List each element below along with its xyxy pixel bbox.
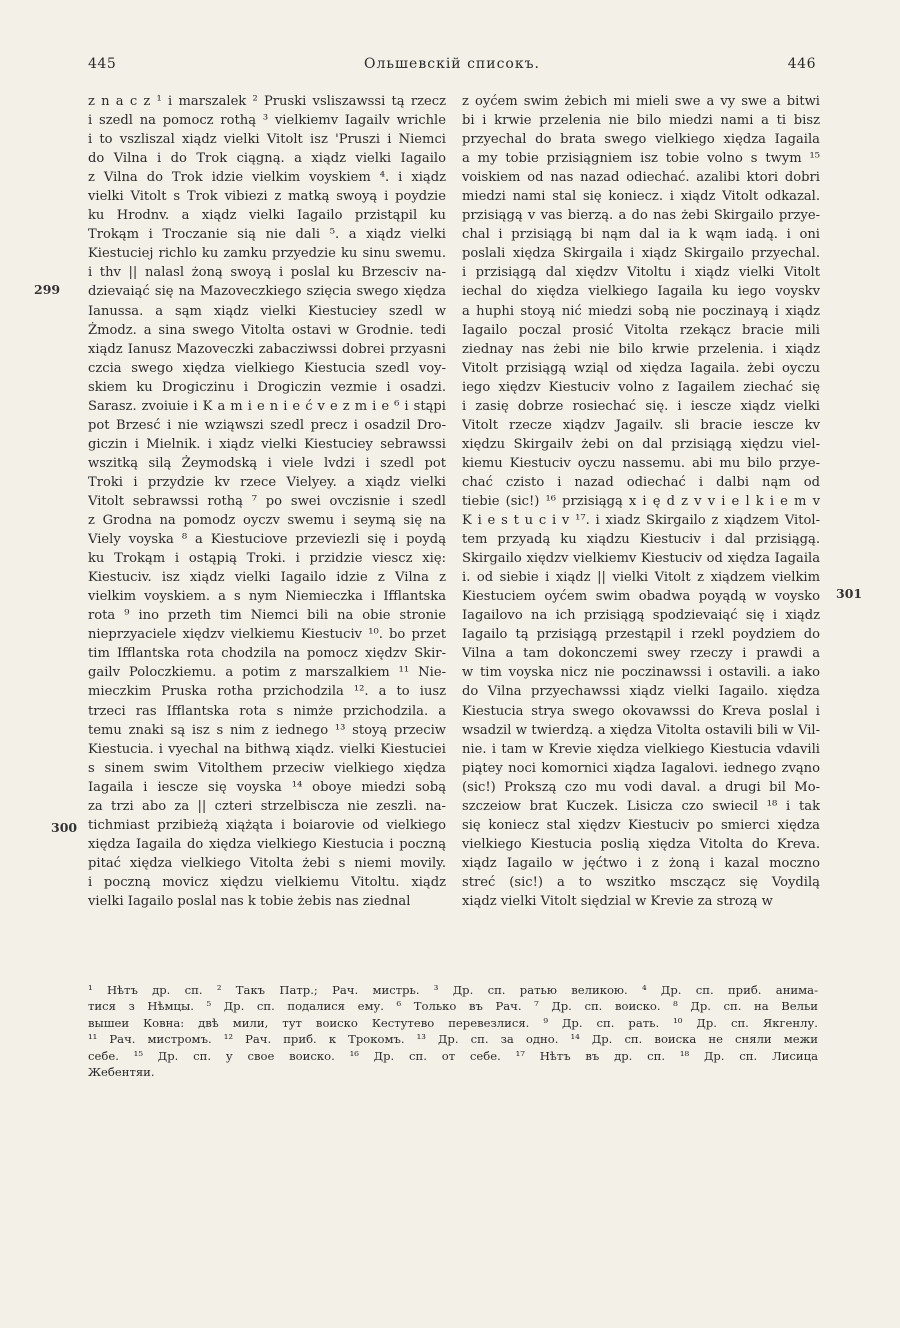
- text-line: K i e s t u c i v ¹⁷. i xiadz Skirgailo z xiądzem Vitol-: [462, 513, 820, 529]
- left-column: [88, 92, 446, 911]
- text-line: voiskiem od nas nazad odiechać. azalibi ktori dobri: [462, 170, 820, 186]
- text-line: i to vszliszal xiądz vielki Vitolt isz 'Pruszi i Niemci: [88, 132, 446, 148]
- page-header: [88, 56, 816, 76]
- text-line: vielkim voyskiem. a s nym Niemieczka i Ifflantska: [88, 589, 446, 605]
- text-line: piątey noci komornici xiądza Iagalovi. iednego zvąno: [462, 760, 820, 776]
- running-title: Ольшевскій списокъ.: [364, 56, 540, 72]
- text-line: wszitką silą Żeymodską i viele lvdzi i szedl pot: [88, 455, 446, 471]
- text-line: Vitolt sebrawssi rothą ⁷ po swei ovczisnie i szedl: [88, 493, 446, 509]
- text-line: Vitolt rzecze xiądzv Jagailv. sli bracie iescze kv: [462, 417, 820, 433]
- footnote-line: тися з Нѣмцы. ⁵ Др. сп. подалися ему. ⁶ Только въ Рач. ⁷ Др. сп. воиско. ⁸ Др. сп. на Вельи: [88, 999, 818, 1014]
- text-line: xiądz vielki Vitolt siędzial w Krevie za strozą w: [462, 893, 773, 909]
- text-line: ziednay nas żebi nie bilo krwie przelenia. i xiądz: [462, 341, 820, 357]
- text-line: z Vilna do Trok idzie vielkim voyskiem ⁴. i xiądz: [88, 170, 446, 186]
- text-line: Iagailo poczal prosić Vitolta rzekącz bracie mili: [462, 322, 820, 338]
- text-line: Kiestucia. i vyechal na bithwą xiądz. vielki Kiestuciei: [88, 741, 446, 757]
- text-line: vielki Iagailo poslal nas k tobie żebis nas ziednal: [88, 893, 411, 909]
- text-line: tem przyadą ku xiądzu Kiestuciv i dal przisiągą.: [462, 532, 820, 548]
- margin-number-301: 301: [836, 586, 863, 601]
- text-line: bi i krwie przelenia nie bilo miedzi nami a ti bisz: [462, 113, 820, 129]
- text-line: się koniecz stal xiędzv Kiestuciv po smierci xiędza: [462, 817, 820, 833]
- text-line: Kiestuciem oyćem swim obadwa poyądą w voysko: [462, 589, 820, 605]
- text-line: Skirgailo xiędzv vielkiemv Kiestuciv od xiędza Iagaila: [462, 551, 820, 567]
- text-line: streć (sic!) a to wszitko msczącz się Voydilą: [462, 874, 820, 890]
- text-line: i przisiągą dal xiędzv Vitoltu i xiądz vielki Vitolt: [462, 265, 820, 281]
- text-line: vielkiego Kiestucia poslią xiędza Vitolta do Kreva.: [462, 836, 820, 852]
- text-line: chal i przisiągą bi nąm dal ia k wąm iadą. i oni: [462, 227, 820, 243]
- right-column: [462, 92, 820, 911]
- text-line: giczin i Mielnik. i xiądz vielki Kiestuciey sebrawssi: [88, 436, 446, 452]
- text-line: Iagaila i iescze się voyska ¹⁴ oboye miedzi sobą: [88, 779, 446, 795]
- text-line: i poczną movicz xiędzu vielkiemu Vitoltu. xiądz: [88, 874, 446, 890]
- text-line: xiądz Ianusz Mazoveczki zabacziwssi dobrei przyasni: [88, 341, 446, 357]
- text-line: Ianussa. a sąm xiądz vielki Kiestuciey szedl w: [88, 303, 446, 319]
- text-line: z n a c z ¹ i marszalek ² Pruski vsliszawssi tą rzecz: [88, 94, 446, 109]
- text-line: tim Ifflantska rota chodzila na pomocz xiędzv Skir-: [88, 646, 446, 662]
- footnote-line: себе. ¹⁵ Др. сп. у свое воиско. ¹⁶ Др. сп. от себе. ¹⁷ Нѣтъ въ др. сп. ¹⁸ Др. сп. Лисица: [88, 1048, 818, 1063]
- text-line: z oyćem swim żebich mi mieli swe a vy swe a bitwi: [462, 94, 820, 109]
- text-line: kiemu Kiestuciv oyczu nassemu. abi mu bilo przye-: [462, 455, 820, 471]
- text-line: nieprzyaciele xiędzv vielkiemu Kiestuciv ¹⁰. bo przet: [88, 627, 446, 643]
- text-line: wsadzil w twierdzą. a xiędza Vitolta ostavili bili w Vil-: [462, 722, 820, 738]
- text-line: Sarasz. zvoiuie i K a m i e n i e ć v e z m i e ⁶ i stąpi: [88, 398, 446, 414]
- text-line: Iagailovo na ich przisiągą spodzievaiąć się i xiądz: [462, 608, 820, 624]
- text-line: iechal do xiędza vielkiego Iagaila ku iego voyskv: [462, 284, 820, 300]
- footnote-line: ¹¹ Рач. мистромъ. ¹² Рач. приб. к Трокомъ. ¹³ Др. сп. за одно. ¹⁴ Др. сп. воиска не сняли межи: [88, 1032, 818, 1047]
- text-line: temu znaki są isz s nim z iednego ¹³ stoyą przeciw: [88, 722, 446, 738]
- text-line: vielki Vitolt s Trok vibiezi z matką swoyą i poydzie: [88, 189, 446, 205]
- text-line: Kiestucia strya swego okovawssi do Kreva poslal i: [462, 703, 820, 719]
- text-line: szczeiow brat Kuczek. Lisicza czo swiecil ¹⁸ i tak: [462, 798, 820, 814]
- text-line: czcia swego xiędza vielkiego Kiestucia szedl voy-: [88, 360, 446, 376]
- footnote-line: вышеи Ковна: двѣ мили, тут воиско Кестутево перевезлися. ⁹ Др. сп. рать. ¹⁰ Др. сп. Якгенлу.: [88, 1015, 818, 1030]
- text-line: w tim voyska nicz nie poczinawssi i ostavili. a iako: [462, 665, 820, 681]
- footnote-line: Жебентяи.: [88, 1065, 155, 1080]
- text-line: za trzi abo za || czteri strzelbiscza nie zeszli. na-: [88, 798, 446, 814]
- text-line: Viely voyska ⁸ a Kiestuciove przeviezli się i poydą: [88, 532, 446, 548]
- text-line: pitać xiędza vielkiego Vitolta żebi s niemi movily.: [88, 855, 446, 871]
- text-line: trzeci ras Ifflantska rota s nimże przichodzila. a: [88, 703, 446, 719]
- text-line: pot Brzesć i nie wziąwszi szedl precz i osadzil Dro-: [88, 417, 446, 433]
- text-line: Vitolt przisiągą wziąl od xiędza Iagaila. żebi oyczu: [462, 360, 820, 376]
- text-line: a my tobie przisiągniem isz tobie volno s twym ¹⁵: [462, 151, 820, 167]
- text-line: i. od siebie i xiądz || vielki Vitolt z xiądzem vielkim: [462, 570, 820, 586]
- page-number-right: 446: [787, 56, 816, 72]
- text-line: przyechal do brata swego vielkiego xiędza Iagaila: [462, 132, 820, 148]
- margin-number-300: 300: [51, 820, 78, 835]
- text-line: nie. i tam w Krevie xiędza vielkiego Kiestucia vdavili: [462, 741, 820, 757]
- text-line: do Vilna i do Trok ciągną. a xiądz vielki Iagailo: [88, 151, 446, 167]
- text-line: ku Trokąm i ostąpią Troki. i przidzie viescz xię:: [88, 551, 446, 567]
- footnote-line: ¹ Нѣтъ др. сп. ² Такъ Патр.; Рач. мистрь. ³ Др. сп. ратью великою. ⁴ Др. сп. приб. анима-: [88, 983, 818, 997]
- text-line: gailv Poloczkiemu. a potim z marszalkiem ¹¹ Nie-: [88, 665, 446, 681]
- text-line: Troki i przydzie kv rzece Vielyey. a xiądz vielki: [88, 474, 446, 490]
- text-line: tiebie (sic!) ¹⁶ przisiągą x i ę d z v v i e l k i e m v: [462, 493, 820, 509]
- text-line: do Vilna przyechawssi xiądz vielki Iagailo. xiędza: [462, 684, 820, 700]
- text-line: iego xiędzv Kiestuciv volno z Iagailem ziechać się: [462, 379, 820, 395]
- text-line: z Grodna na pomodz oyczv swemu i seymą się na: [88, 513, 446, 529]
- text-line: (sic!) Prokszą czo mu vodi daval. a drugi bil Mo-: [462, 779, 820, 795]
- text-line: s sinem swim Vitolthem przeciw vielkiego xiędza: [88, 760, 446, 776]
- text-line: i zasię dobrze rosiechać się. i iescze xiądz vielki: [462, 398, 820, 414]
- text-line: xiędzu Skirgailv żebi on dal przisiągą xiędzu viel-: [462, 436, 820, 452]
- page-number-left: 445: [88, 56, 117, 72]
- text-line: Iagailo tą przisiągą przestąpil i rzekl poydziem do: [462, 627, 820, 643]
- text-line: mieczkim Pruska rotha przichodzila ¹². a to iusz: [88, 684, 446, 700]
- text-line: ku Hrodnv. a xiądz vielki Iagailo przistąpil ku: [88, 208, 446, 224]
- text-line: Kiestuciej richlo ku zamku przyedzie ku sinu swemu.: [88, 246, 446, 262]
- text-line: skiem ku Drogiczinu i Drogiczin vezmie i osadzi.: [88, 379, 446, 395]
- text-line: przisiągą v vas bierzą. a do nas żebi Skirgailo przye-: [462, 208, 820, 224]
- text-line: chać czisto i nazad odiechać i dalbi nąm od: [462, 474, 820, 490]
- footnotes: [88, 982, 818, 1080]
- text-line: a huphi stoyą nić miedzi sobą nie poczinayą i xiądz: [462, 303, 820, 319]
- text-line: Żmodz. a sina swego Vitolta ostavi w Grodnie. tedi: [88, 322, 446, 338]
- text-line: tichmiast przibieżą xiążąta i boiarovie od vielkiego: [88, 817, 446, 833]
- text-line: Vilna a tam dokonczemi swey rzeczy i prawdi a: [462, 646, 820, 662]
- text-line: i szedl na pomocz rothą ³ vielkiemv Iagailv wrichle: [88, 113, 446, 129]
- text-line: dzievaiąć się na Mazoveczkiego szięcia swego xiędza: [88, 284, 446, 300]
- text-line: xiądz Iagailo w jęćtwo i z żoną i kazal moczno: [462, 855, 820, 871]
- text-line: Trokąm i Troczanie sią nie dali ⁵. a xiądz vielki: [88, 227, 446, 243]
- text-line: Kiestuciv. isz xiądz vielki Iagailo idzie z Vilna z: [88, 570, 446, 586]
- margin-number-299: 299: [34, 282, 61, 297]
- text-line: i thv || nalasl żoną swoyą i poslal ku Brzesciv na-: [88, 265, 446, 281]
- text-line: miedzi nami stal się koniecz. i xiądz Vitolt odkazal.: [462, 189, 820, 205]
- text-line: xiędza Iagaila do xiędza vielkiego Kiestucia i poczną: [88, 836, 446, 852]
- text-line: rota ⁹ ino przeth tim Niemci bili na obie stronie: [88, 608, 446, 624]
- text-line: poslali xiędza Skirgaila i xiądz Skirgailo przyechal.: [462, 246, 820, 262]
